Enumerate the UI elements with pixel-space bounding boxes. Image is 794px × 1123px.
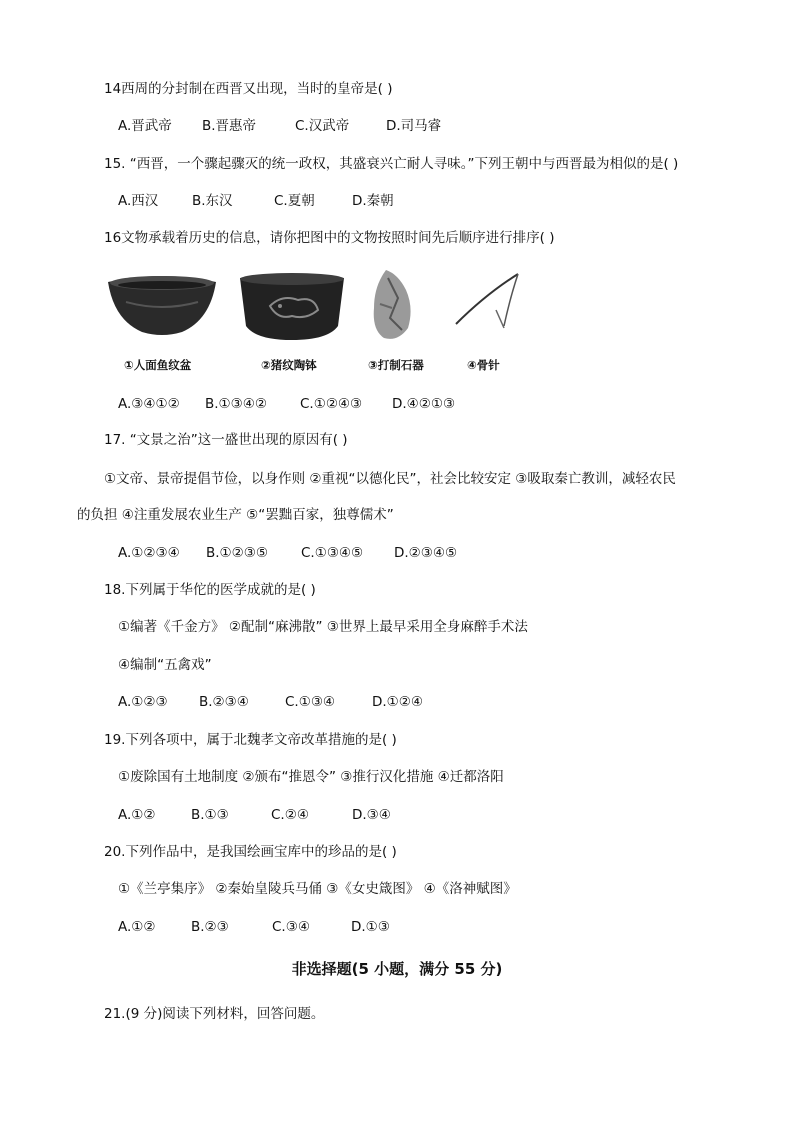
- q16-option-a: A.③④①②: [118, 396, 180, 412]
- q16-caption-4: ④骨针: [467, 358, 500, 372]
- pig-pattern-bowl-image: [236, 270, 348, 344]
- q17-option-a: A.①②③④: [118, 545, 180, 561]
- q14-options: [118, 117, 441, 135]
- q18-body-line-2: ④编制“五禽戏”: [118, 657, 212, 673]
- q20-options: [118, 918, 390, 936]
- q16-caption-2: ②猪纹陶钵: [261, 358, 317, 372]
- q19-stem: 19.下列各项中，属于北魏孝文帝改革措施的是( ): [104, 732, 397, 748]
- q20-option-d: D.①③: [351, 919, 390, 935]
- q19-option-d: D.③④: [352, 807, 391, 823]
- q16-stem: 16文物承载着历史的信息，请你把图中的文物按照时间先后顺序进行排序( ): [104, 230, 555, 246]
- q18-body-line-1: ①编著《千金方》 ②配制“麻沸散” ③世界上最早采用全身麻醉手术法: [118, 619, 528, 635]
- face-fish-basin-image: [106, 272, 218, 342]
- chipped-stone-tool-image: [368, 268, 418, 344]
- q19-body-line-1: ①废除国有土地制度 ②颁布“推恩令” ③推行汉化措施 ④迁都洛阳: [118, 769, 504, 785]
- q18-option-c: C.①③④: [285, 694, 336, 710]
- q17-option-d: D.②③④⑤: [394, 545, 458, 561]
- q15-option-d: D.秦朝: [352, 193, 394, 209]
- q16-caption-1: ①人面鱼纹盆: [124, 358, 192, 372]
- q15-stem: 15. “西晋，一个骤起骤灭的统一政权，其盛衰兴亡耐人寻味。”下列王朝中与西晋最为相似的是( ): [104, 156, 679, 172]
- q17-stem: 17. “文景之治”这一盛世出现的原因有( ): [104, 432, 348, 448]
- bone-needle-image: [450, 268, 524, 340]
- q15-option-a: A.西汉: [118, 193, 159, 209]
- q15-options: [118, 192, 394, 210]
- q17-option-c: C.①③④⑤: [301, 545, 364, 561]
- q17-body-line-2: 的负担 ④注重发展农业生产 ⑤“罢黜百家，独尊儒术”: [77, 507, 394, 523]
- q19-option-b: B.①③: [191, 807, 229, 823]
- q14-option-d: D.司马睿: [386, 118, 442, 134]
- q20-stem: 20.下列作品中，是我国绘画宝库中的珍品的是( ): [104, 844, 397, 860]
- q14-stem: 14西周的分封制在西晋又出现，当时的皇帝是( ): [104, 81, 393, 97]
- q15-option-b: B.东汉: [192, 193, 233, 209]
- q14-option-c: C.汉武帝: [295, 118, 350, 134]
- q18-options: [118, 693, 423, 711]
- q20-body-line-1: ①《兰亭集序》 ②秦始皇陵兵马俑 ③《女史箴图》 ④《洛神赋图》: [118, 881, 517, 897]
- q19-option-c: C.②④: [271, 807, 309, 823]
- q16-option-d: D.④②①③: [392, 396, 456, 412]
- q14-option-a: A.晋武帝: [118, 118, 172, 134]
- section-title: 非选择题(5 小题，满分 55 分): [291, 960, 503, 978]
- q17-options: [118, 544, 457, 562]
- q20-option-c: C.③④: [272, 919, 310, 935]
- q18-option-d: D.①②④: [372, 694, 423, 710]
- q19-options: [118, 806, 391, 824]
- q20-option-a: A.①②: [118, 919, 156, 935]
- q19-option-a: A.①②: [118, 807, 156, 823]
- q14-option-b: B.晋惠帝: [202, 118, 257, 134]
- q15-option-c: C.夏朝: [274, 193, 315, 209]
- q17-option-b: B.①②③⑤: [206, 545, 268, 561]
- q16-option-b: B.①③④②: [205, 396, 267, 412]
- q18-option-a: A.①②③: [118, 694, 168, 710]
- q17-body-line-1: ①文帝、景帝提倡节俭，以身作则 ②重视“以德化民”，社会比较安定 ③吸取秦亡教训，减轻农民: [104, 471, 676, 487]
- q16-options: [118, 395, 455, 413]
- q18-stem: 18.下列属于华佗的医学成就的是( ): [104, 582, 316, 598]
- q20-option-b: B.②③: [191, 919, 229, 935]
- q16-caption-3: ③打制石器: [368, 358, 424, 372]
- q21-stem: 21.(9 分)阅读下列材料，回答问题。: [104, 1006, 325, 1022]
- q18-option-b: B.②③④: [199, 694, 249, 710]
- q16-option-c: C.①②④③: [300, 396, 363, 412]
